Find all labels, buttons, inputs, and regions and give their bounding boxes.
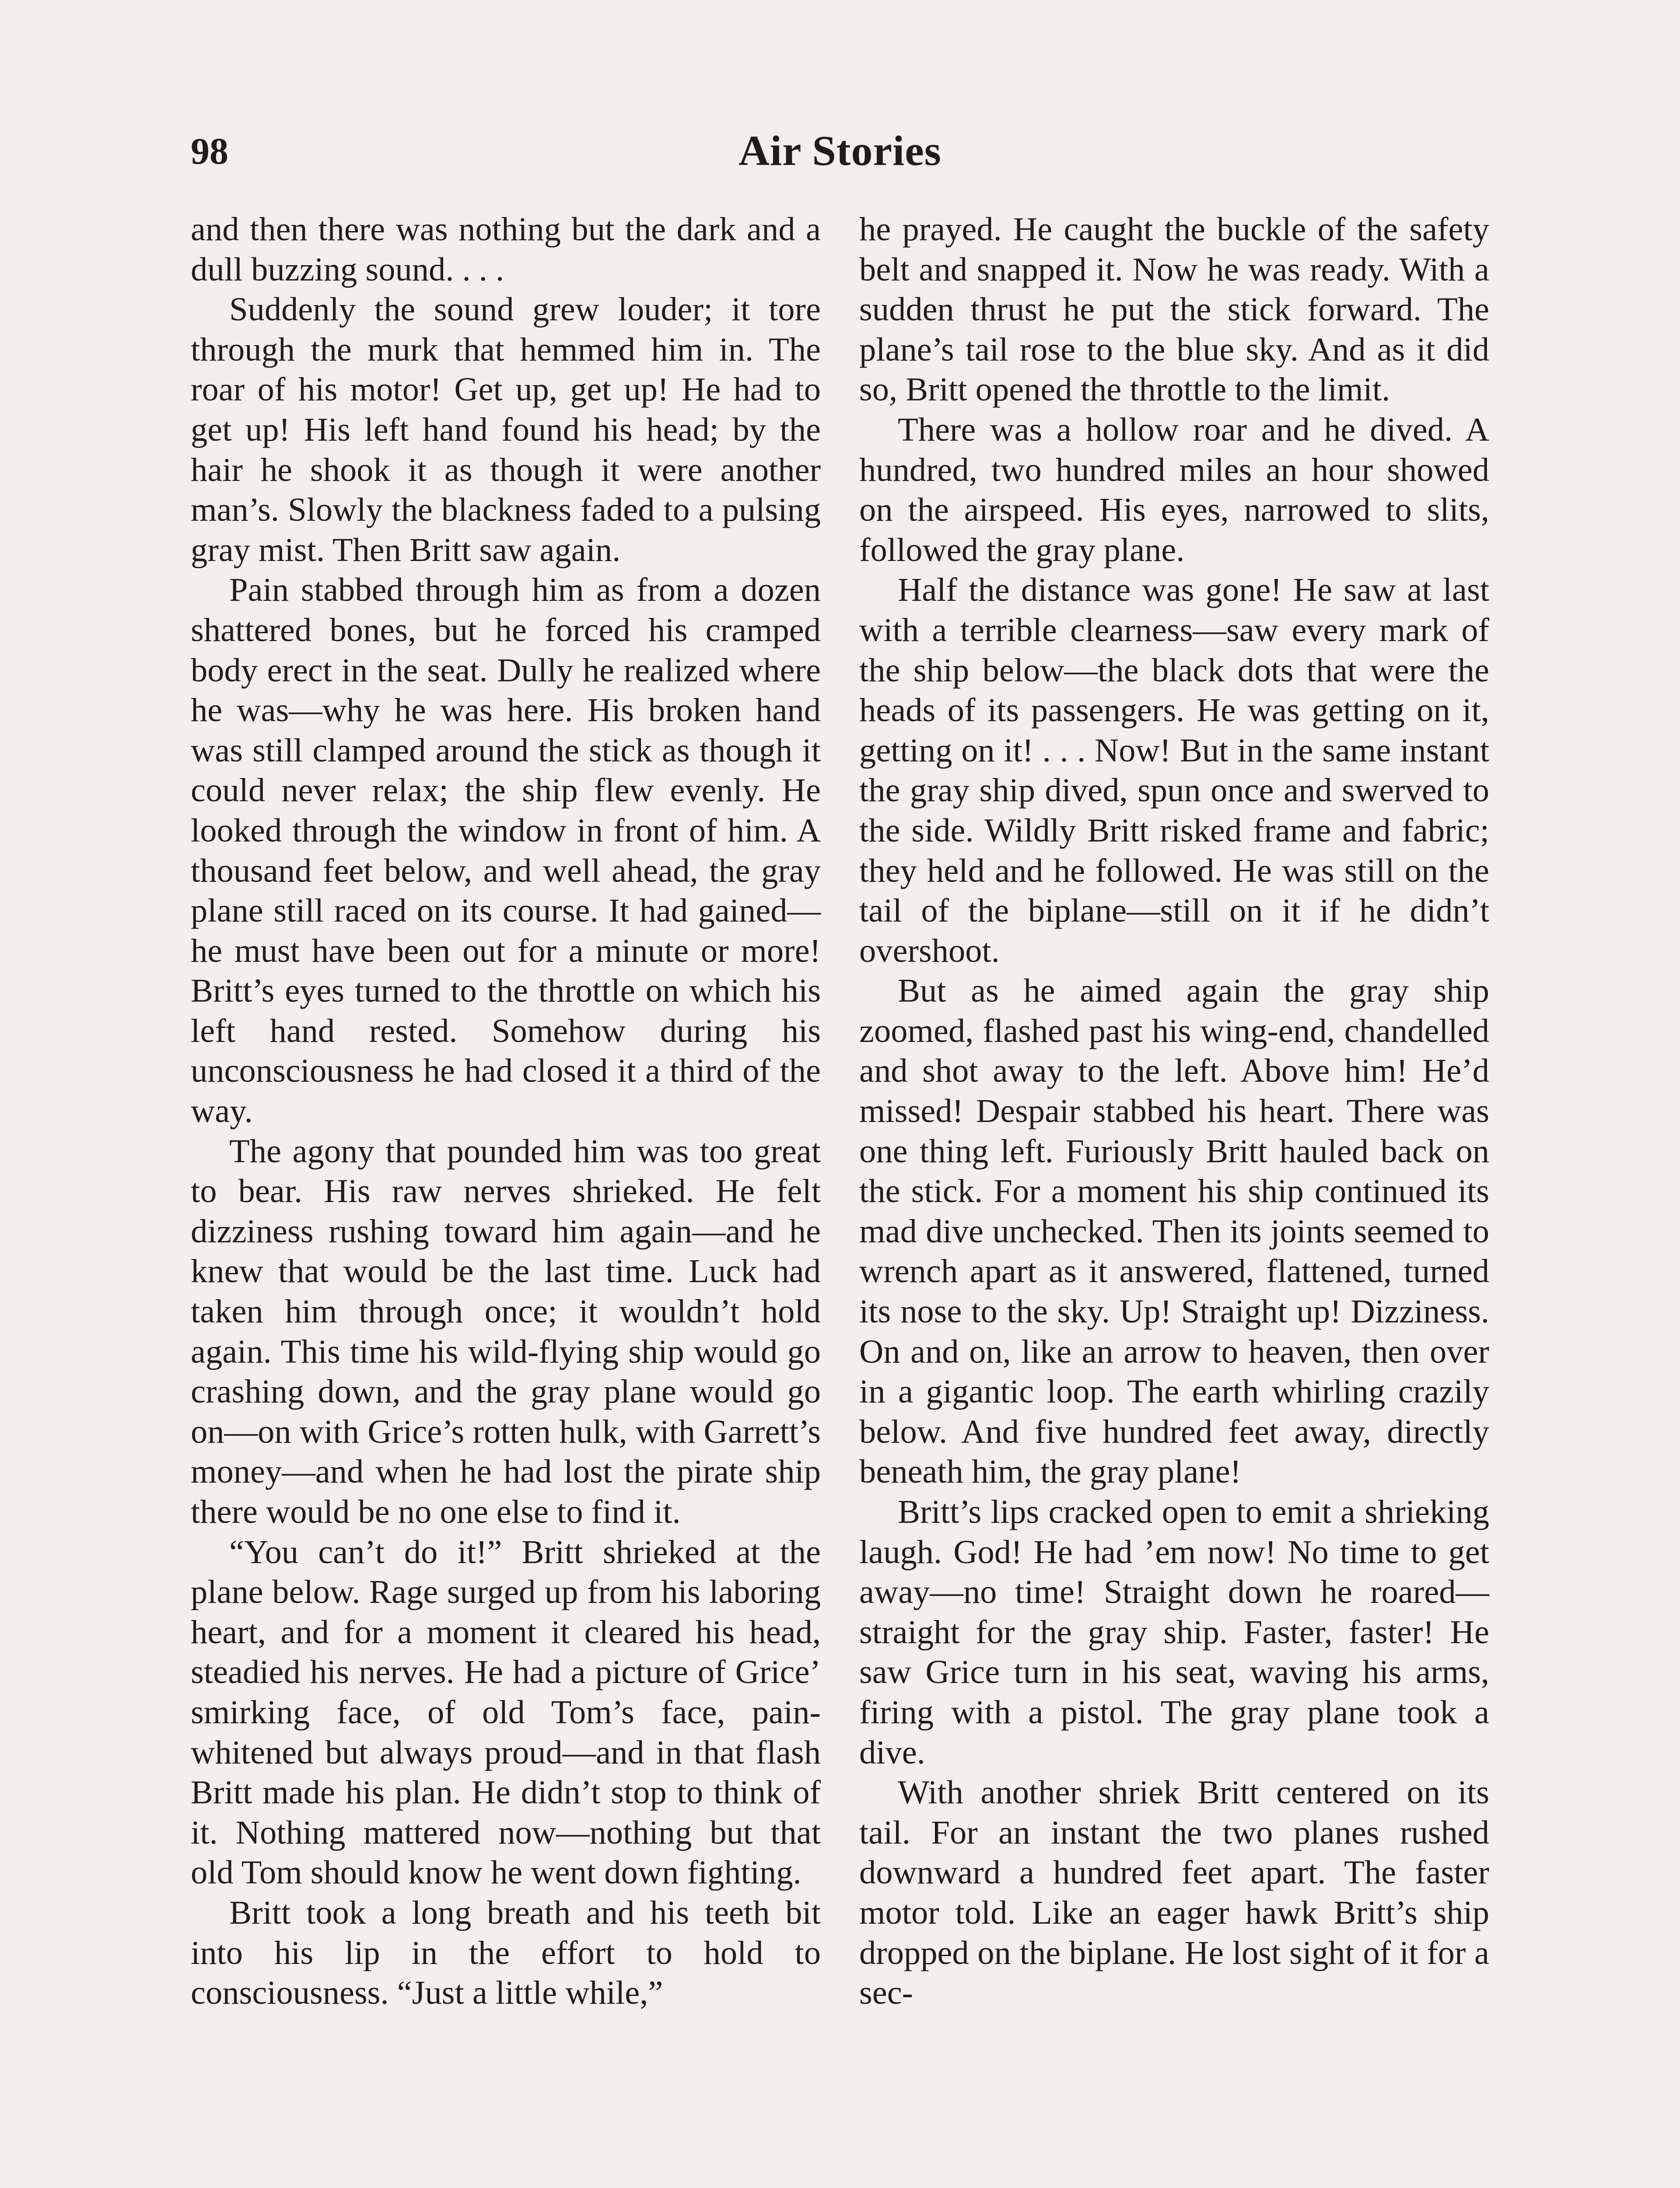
text-column-left (191, 209, 821, 2013)
paragraph: With another shriek Britt centered on its tail. For an instant the two planes rushed downward a hundred feet apart. The faster motor told. Like an eager hawk Britt’s ship dropped on the biplane. He lost sight of it for a sec- (859, 1774, 1489, 2012)
paragraph: The agony that pounded him was too great to bear. His raw nerves shrieked. He felt dizziness rushing toward him again—and he knew that would be the last time. Luck had taken him through once; it wouldn’t hold again. This time his wild-flying ship would go crashing down, and the gray plane would go on—on with Grice’s rotten hulk, with Garrett’s money—and when he had lost the pirate ship there would be no one else to find it. (191, 1132, 821, 1530)
paragraph: Suddenly the sound grew louder; it tore through the murk that hemmed him in. The roar of his motor! Get up, get up! He had to get up! His left hand found his head; by the hair he shook it as though it were another man’s. Slowly the blackness faded to a pulsing gray mist. Then Britt saw again. (191, 291, 821, 568)
page-number: 98 (191, 130, 228, 172)
running-head (0, 120, 1680, 182)
paragraph: There was a hollow roar and he dived. A hundred, two hundred miles an hour showed on the airspeed. His eyes, narrowed to slits, followed the gray plane. (859, 410, 1489, 568)
paragraph: Pain stabbed through him as from a dozen shattered bones, but he forced his cramped body erect in the seat. Dully he realized where he was—why he was here. His broken hand was still clamped around the stick as though it could never relax; the ship flew evenly. He looked through the window in front of him. A thousand feet below, and well ahead, the gray plane still raced on its course. It had gained—he must have been out for a minute or more! Britt’s eyes turned to the throttle on which his left hand rested. Somehow during his unconsciousness he had closed it a third of the way. (191, 571, 821, 1130)
paragraph: But as he aimed again the gray ship zoomed, flashed past his wing-end, chandelled and shot away to the left. Above him! He’d missed! Despair stabbed his heart. There was one thing left. Furiously Britt hauled back on the stick. For a moment his ship continued its mad dive unchecked. Then its joints seemed to wrench apart as it answered, flattened, turned its nose to the sky. Up! Straight up! Dizziness. On and on, like an arrow to heaven, then over in a gigantic loop. The earth whirling crazily below. And five hundred feet away, directly beneath him, the gray plane! (859, 972, 1489, 1490)
paragraph: he prayed. He caught the buckle of the safety belt and snapped it. Now he was ready. With a sudden thrust he put the stick forward. The plane’s tail rose to the blue sky. And as it did so, Britt opened the throttle to the limit. (859, 210, 1489, 408)
paragraph: Half the distance was gone! He saw at last with a terrible clearness—saw every mark of the ship below—the black dots that were the heads of its passengers. He was getting on it, getting on it! . . . Now! But in the same instant the gray ship dived, spun once and swerved to the side. Wildly Britt risked frame and fabric; they held and he followed. He was still on the tail of the biplane—still on it if he didn’t overshoot. (859, 571, 1489, 969)
paragraph: Britt’s lips cracked open to emit a shrieking laugh. God! He had ’em now! No time to get away—no time! Straight down he roared—straight for the gray ship. Faster, faster! He saw Grice turn in his seat, waving his arms, firing with a pistol. The gray plane took a dive. (859, 1493, 1489, 1771)
magazine-title: Air Stories (738, 127, 942, 175)
text-column-right (859, 209, 1489, 2013)
paragraph: “You can’t do it!” Britt shrieked at the plane below. Rage surged up from his laboring heart, and for a moment it cleared his head, steadied his nerves. He had a picture of Grice’ smirking face, of old Tom’s face, pain-whitened but always proud—and in that flash Britt made his plan. He didn’t stop to think of it. Nothing mattered now—nothing but that old Tom should know he went down fighting. (191, 1533, 821, 1891)
paragraph: and then there was nothing but the dark and a dull buzzing sound. . . . (191, 210, 821, 288)
paragraph: Britt took a long breath and his teeth bit into his lip in the effort to hold to consciousness. “Just a little while,” (191, 1893, 821, 2012)
